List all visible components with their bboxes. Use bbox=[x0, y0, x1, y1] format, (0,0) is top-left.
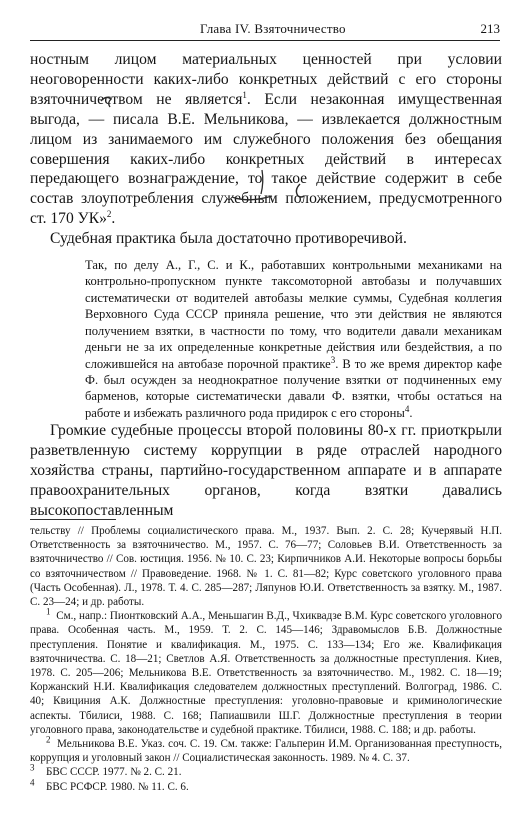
footnotes bbox=[30, 524, 502, 794]
footnote-ref: 3 bbox=[330, 354, 336, 365]
footnote-4: $^4$ БВС РСФСР. 1980. № 11. С. 6. bbox=[30, 776, 189, 793]
footnote-ref: 2 bbox=[106, 209, 112, 220]
paragraph: ностным лицом материальных ценностей при условии неоговоренности каких-либо конкретных действий с его стороны взяточничеством не является$^1$. Если незаконная имущественная выгода, — писала В.Е. Мельникова, — извлекается должностным лицом из занимаемого им служебного положения без обещания совершения каких-либо конкретных действий в интересах передающего вознаграждение, то такое действие содержит в себе состав злоупотребления служебным положением, предусмотренного ст. 170 УК»$^2$. bbox=[30, 51, 502, 228]
chapter-title: Глава IV. Взяточничество bbox=[200, 21, 346, 36]
main-text bbox=[30, 50, 502, 521]
header-rule bbox=[30, 40, 500, 41]
footnote-1: $^1$ См., напр.: Пионтковский А.А., Меньшагин В.Д., Чхиквадзе В.М. Курс советского уголовного права. Особенная часть. М., 1959. Т. 2. С. 145—146; Здравомыслов Б.В. Должностные преступления. Понятие и квалификация. М., 1975. С. 133—134; Его же. Квалификация взяточничества. С. 18—21; Светлов А.Я. Ответственность за должностные преступления. Киев, 1978. С. 205—206; Мельникова В.Е. Ответственность за взяточничество. М., 1982. С. 18—19; Коржанский Н.И. Квалификация следователем должностных преступлений. Волгоград, 1986. С. 40; Квициния А.К. Должностные преступления: уголовно-правовые и криминологические аспекты. Тбилиси, 1988. С. 168; Папиашвили Ш.Г. Должностные преступления в теории уголовного права, законодательстве и судебной практике. Тбилиси, 1988. С. 188; и др. работы. bbox=[30, 606, 502, 736]
paragraph: Так, по делу А., Г., С. и К., работавших контрольными механиками на контрольно-пропускном пункте таксомоторной автобазы и получавших систематически от водителей автобазы мелкие суммы, Судебная коллегия Верховного Суда СССР приняла решение, что эти действия не являются получением взятки, в частности по тому, что водители давали механикам деньги не за их определенные конкретные действия или бездействия, а по сложившейся на автобазе порочной практике$^3$. В то же время директор кафе Ф. был осужден за неоднократное получение взятки от подчиненных ему барменов, которые систематически давали Ф. взятки, чтобы остаться на работе и избежать различного рода придирок с его стороны$^4$. bbox=[85, 258, 502, 420]
footnote-ref: 4 bbox=[404, 403, 410, 414]
footnote-ref: 1 bbox=[242, 89, 247, 100]
footnote-continuation: тельству // Проблемы социалистического права. М., 1937. Вып. 2. С. 28; Кучерявый Н.П. Ответственность за взяточничество. М., 1957. С. 76—77; Соловьев В.И. Ответственность за взяточничество // Сов. юстиция. 1956. № 10. С. 23; Кирпичников А.И. Некоторые вопросы борьбы со взяточничеством // Правоведение. 1968. № 1. С. 81—82; Курс советского уголовного права (Часть Особенная). Л., 1978. Т. 4. С. 285—287; Ляпунов Ю.И. Ответственность за взятку. М., 1987. С. 23—24; и др. работы. bbox=[30, 525, 502, 609]
footnote-rule bbox=[30, 519, 116, 520]
footnote-2: $^2$ Мельникова В.Е. Указ. соч. С. 19. См. также: Гальперин И.М. Организованная преступность, коррупция и уголовный закон // Социалистическая законность. 1989. № 4. С. 37. bbox=[30, 734, 503, 765]
paragraph: Громкие судебные процессы второй половины 80-х гг. приоткрыли разветвленную систему коррупции в ряде отраслей народного хозяйства страны, партийно-государственном аппарате и в аппарате правоохранительных органов, когда взятки давались высокопоставленным bbox=[30, 422, 502, 519]
page-number: 213 bbox=[480, 21, 500, 36]
case-example bbox=[30, 257, 502, 421]
paragraph: Судебная практика была достаточно противоречивой. bbox=[50, 230, 407, 248]
running-header bbox=[30, 6, 500, 40]
footnote-3: $^3$ БВС СССР. 1977. № 2. С. 21. bbox=[30, 762, 182, 779]
